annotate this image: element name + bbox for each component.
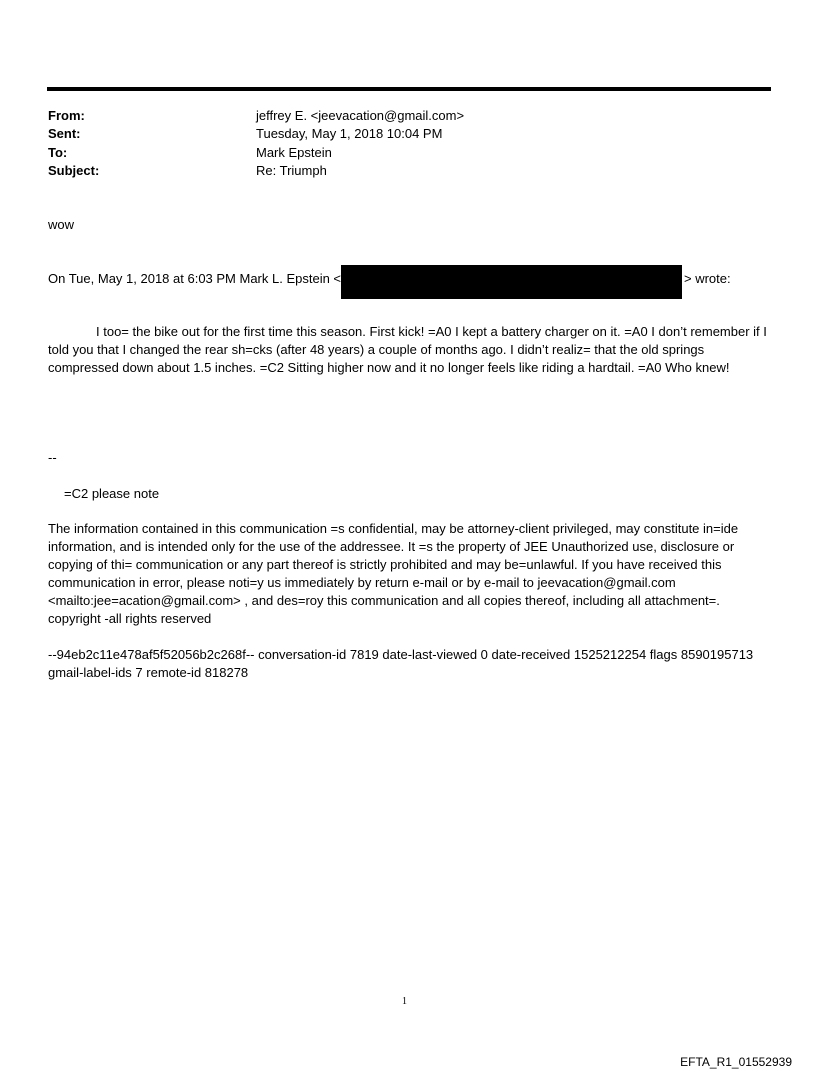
from-value: jeffrey E. <jeevacation@gmail.com> (256, 108, 465, 123)
subject-value: Re: Triumph (256, 163, 327, 178)
bates-number: EFTA_R1_01552939 (680, 1055, 792, 1069)
to-label: To: (48, 145, 68, 160)
quoted-text: I too= the bike out for the first time this season. First kick! =A0 I kept a battery charger on it. =A0 I don’t remember if I told you that I changed the rear sh=cks (after 48 years) a couple of months ago. I didn’t realiz= that the old springs compressed down about 1.5 inches. =C2 Sitting higher now and it no longer feels like riding a hardtail. =A0 Who knew! (48, 324, 767, 375)
to-value: Mark Epstein (256, 145, 332, 160)
quote-intro-pre: On Tue, May 1, 2018 at 6:03 PM Mark L. Epstein < (48, 271, 342, 286)
subject-label: Subject: (48, 163, 100, 178)
quote-intro-post: > wrote: (684, 271, 731, 286)
header-rule (47, 87, 771, 91)
redaction-block (341, 265, 682, 299)
quote-intro (48, 270, 341, 288)
sent-value: Tuesday, May 1, 2018 10:04 PM (256, 126, 443, 141)
from-label: From: (48, 108, 85, 123)
disclaimer-text: The information contained in this communication =s confidential, may be attorney-client privileged, may constitute in=ide information, and is intended only for the use of the addressee. It =s the property of JEE Unauthorized use, disclosure or copying of thi= communication or any part thereof is strictly prohibited and may be=unlawful. If you have received this communication in error, please noti=y us immediately by return e-mail or by e-mail to jeevacation@gmail.com <mailto:jee=acation@gmail.com> , and des=roy this communication and all copies thereof, including all attachment=. copyright -all rights reserved (48, 521, 739, 626)
sent-label: Sent: (48, 126, 81, 141)
message-metadata: --94eb2c11e478af5f52056b2c268f-- conversation-id 7819 date-last-viewed 0 date-received 1525212254 flags 8590195713 gmail-label-ids 7 remote-id 818278 (48, 647, 754, 680)
signature-separator: -- (48, 450, 57, 465)
page-number: 1 (402, 996, 407, 1007)
quoted-message (48, 323, 768, 377)
reply-text: wow (48, 217, 75, 232)
please-note: =C2 please note (64, 486, 160, 501)
